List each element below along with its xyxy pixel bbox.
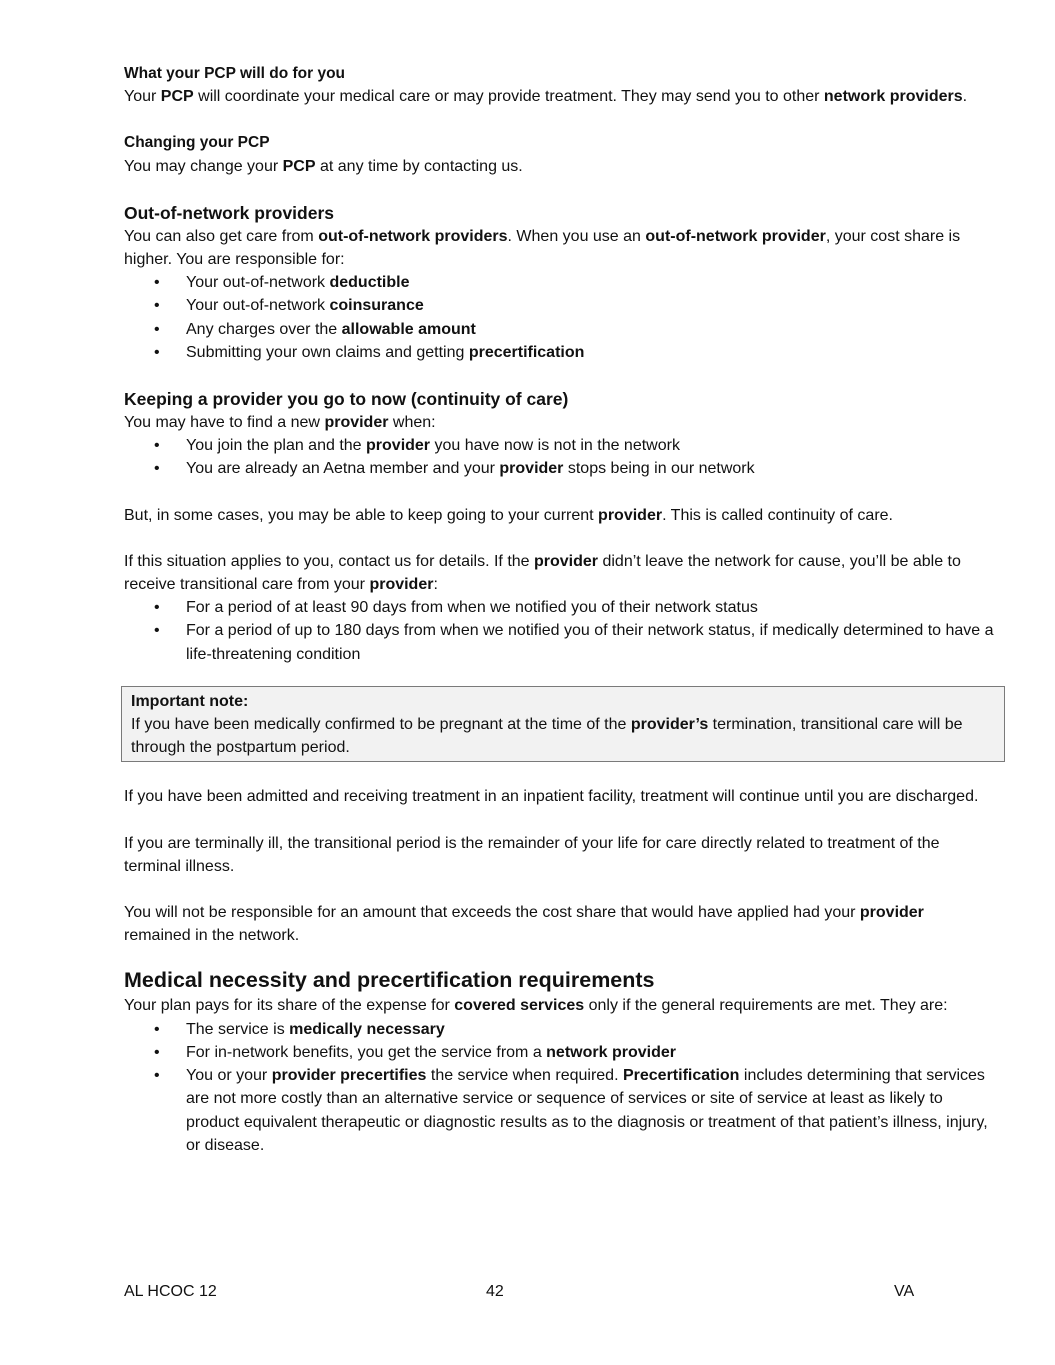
paragraph-cost-share: You will not be responsible for an amount that exceeds the cost share that would have applied had your provider remained in the network. — [124, 904, 924, 945]
paragraph-continuity-cases: But, in some cases, you may be able to keep going to your current provider. This is called continuity of care. — [124, 506, 893, 524]
list-transitional-periods — [124, 596, 994, 666]
list-item: • For a period of at least 90 days from when we notified you of their network status — [124, 596, 994, 619]
paragraph-changing-pcp: You may change your PCP at any time by contacting us. — [124, 157, 523, 175]
paragraph-inpatient: If you have been admitted and receiving treatment in an inpatient facility, treatment will continue until you are discharged. — [124, 788, 979, 806]
footer-document-code: AL HCOC 12 — [124, 1283, 217, 1300]
list-item: • You or your provider precertifies the service when required. Precertification includes determining that services are not more costly than an alternative service or sequence of services or site of service at least as likely to product equivalent therapeutic or diagnostic results as to the diagnosis or treatment of that patient’s illness, injury, or disease. — [124, 1064, 994, 1157]
footer-state: VA — [894, 1283, 915, 1300]
section-heading-out-of-network: Out-of-network providers — [124, 202, 335, 223]
important-note-title: Important note: — [131, 692, 249, 710]
paragraph-out-of-network: You can also get care from out-of-network providers. When you use an out-of-network provider, your cost share is higher. You are responsible for: — [124, 227, 961, 269]
list-new-provider-reasons — [124, 434, 994, 480]
list-general-requirements — [124, 1018, 994, 1157]
list-item: • The service is medically necessary — [124, 1018, 994, 1041]
important-note-box — [121, 686, 1005, 763]
paragraph-continuity-intro: You may have to find a new provider when: — [124, 414, 436, 432]
paragraph-transitional-care: If this situation applies to you, contact us for details. If the provider didn’t leave the network for cause, you’ll be able to receive transitional care from your provider: — [124, 552, 961, 594]
list-item: • You are already an Aetna member and your provider stops being in our network — [124, 457, 994, 480]
paragraph-terminal-illness: If you are terminally ill, the transitional period is the remainder of your life for care directly related to treatment of the terminal illness. — [124, 834, 940, 875]
list-item: • Your out-of-network coinsurance — [124, 294, 994, 317]
list-item: • For a period of up to 180 days from when we notified you of their network status, if medically determined to have a life-threatening condition — [124, 619, 994, 665]
footer-page-number: 42 — [486, 1283, 504, 1300]
document-page — [124, 62, 994, 1157]
section-heading-continuity-of-care: Keeping a provider you go to now (continuity of care) — [124, 389, 569, 410]
list-item: • Any charges over the allowable amount — [124, 318, 994, 341]
list-item: • For in-network benefits, you get the service from a network provider — [124, 1041, 994, 1064]
section-heading-changing-pcp: Changing your PCP — [124, 134, 270, 152]
list-item: • Submitting your own claims and getting precertification — [124, 341, 994, 364]
paragraph-pcp-role: Your PCP will coordinate your medical care or may provide treatment. They may send you to other network providers. — [124, 88, 968, 106]
section-heading-medical-necessity: Medical necessity and precertification requirements — [124, 968, 655, 993]
paragraph-medical-necessity: Your plan pays for its share of the expense for covered services only if the general requirements are met. They are: — [124, 997, 948, 1015]
list-item: • Your out-of-network deductible — [124, 271, 994, 294]
list-item: • You join the plan and the provider you have now is not in the network — [124, 434, 994, 457]
list-out-of-network-responsibilities — [124, 271, 994, 364]
important-note-text: If you have been medically confirmed to be pregnant at the time of the provider’s termination, transitional care will be through the postpartum period. — [131, 716, 963, 757]
section-heading-pcp-role: What your PCP will do for you — [124, 65, 346, 82]
